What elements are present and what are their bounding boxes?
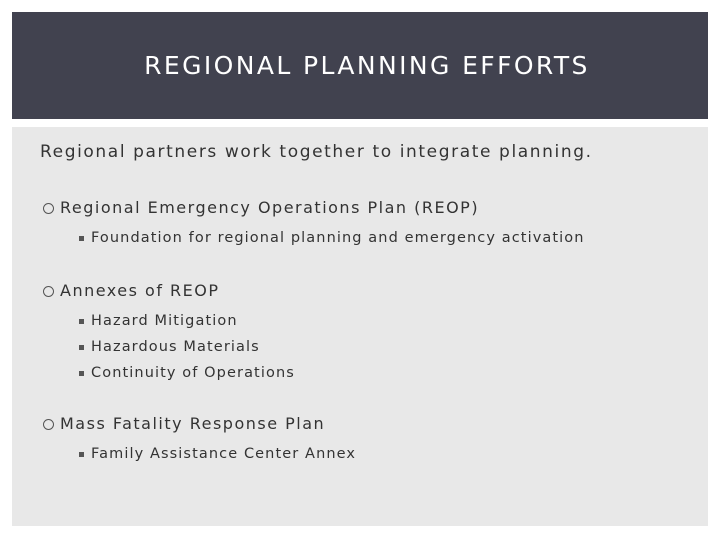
square-bullet-icon <box>79 236 84 241</box>
square-bullet-icon <box>79 452 84 457</box>
list-item <box>79 360 295 386</box>
list-item-label: Hazard Mitigation <box>91 313 238 329</box>
square-bullet-icon <box>79 319 84 324</box>
list-item-label: Hazardous Materials <box>91 339 260 355</box>
list-item <box>79 225 585 251</box>
section-annexes <box>43 281 295 386</box>
list-item-label: Foundation for regional planning and emergency activation <box>91 230 585 246</box>
list-item <box>79 334 295 360</box>
list-item-label: Family Assistance Center Annex <box>91 446 357 462</box>
square-bullet-icon <box>79 371 84 376</box>
section-label: Annexes of REOP <box>60 281 220 300</box>
section-mass-fatality <box>43 414 356 467</box>
list-item-label: Continuity of Operations <box>91 365 295 381</box>
intro-text: Regional partners work together to integrate planning. <box>40 142 593 162</box>
section-label: Regional Emergency Operations Plan (REOP) <box>60 198 480 217</box>
ring-bullet-icon <box>43 286 54 297</box>
slide-body <box>12 127 708 526</box>
ring-bullet-icon <box>43 419 54 430</box>
list-item <box>79 441 356 467</box>
section-label: Mass Fatality Response Plan <box>60 414 326 433</box>
list-item <box>79 308 295 334</box>
ring-bullet-icon <box>43 203 54 214</box>
square-bullet-icon <box>79 345 84 350</box>
slide-title: REGIONAL PLANNING EFFORTS <box>144 51 590 80</box>
slide-header <box>12 12 708 119</box>
section-reop <box>43 198 585 251</box>
